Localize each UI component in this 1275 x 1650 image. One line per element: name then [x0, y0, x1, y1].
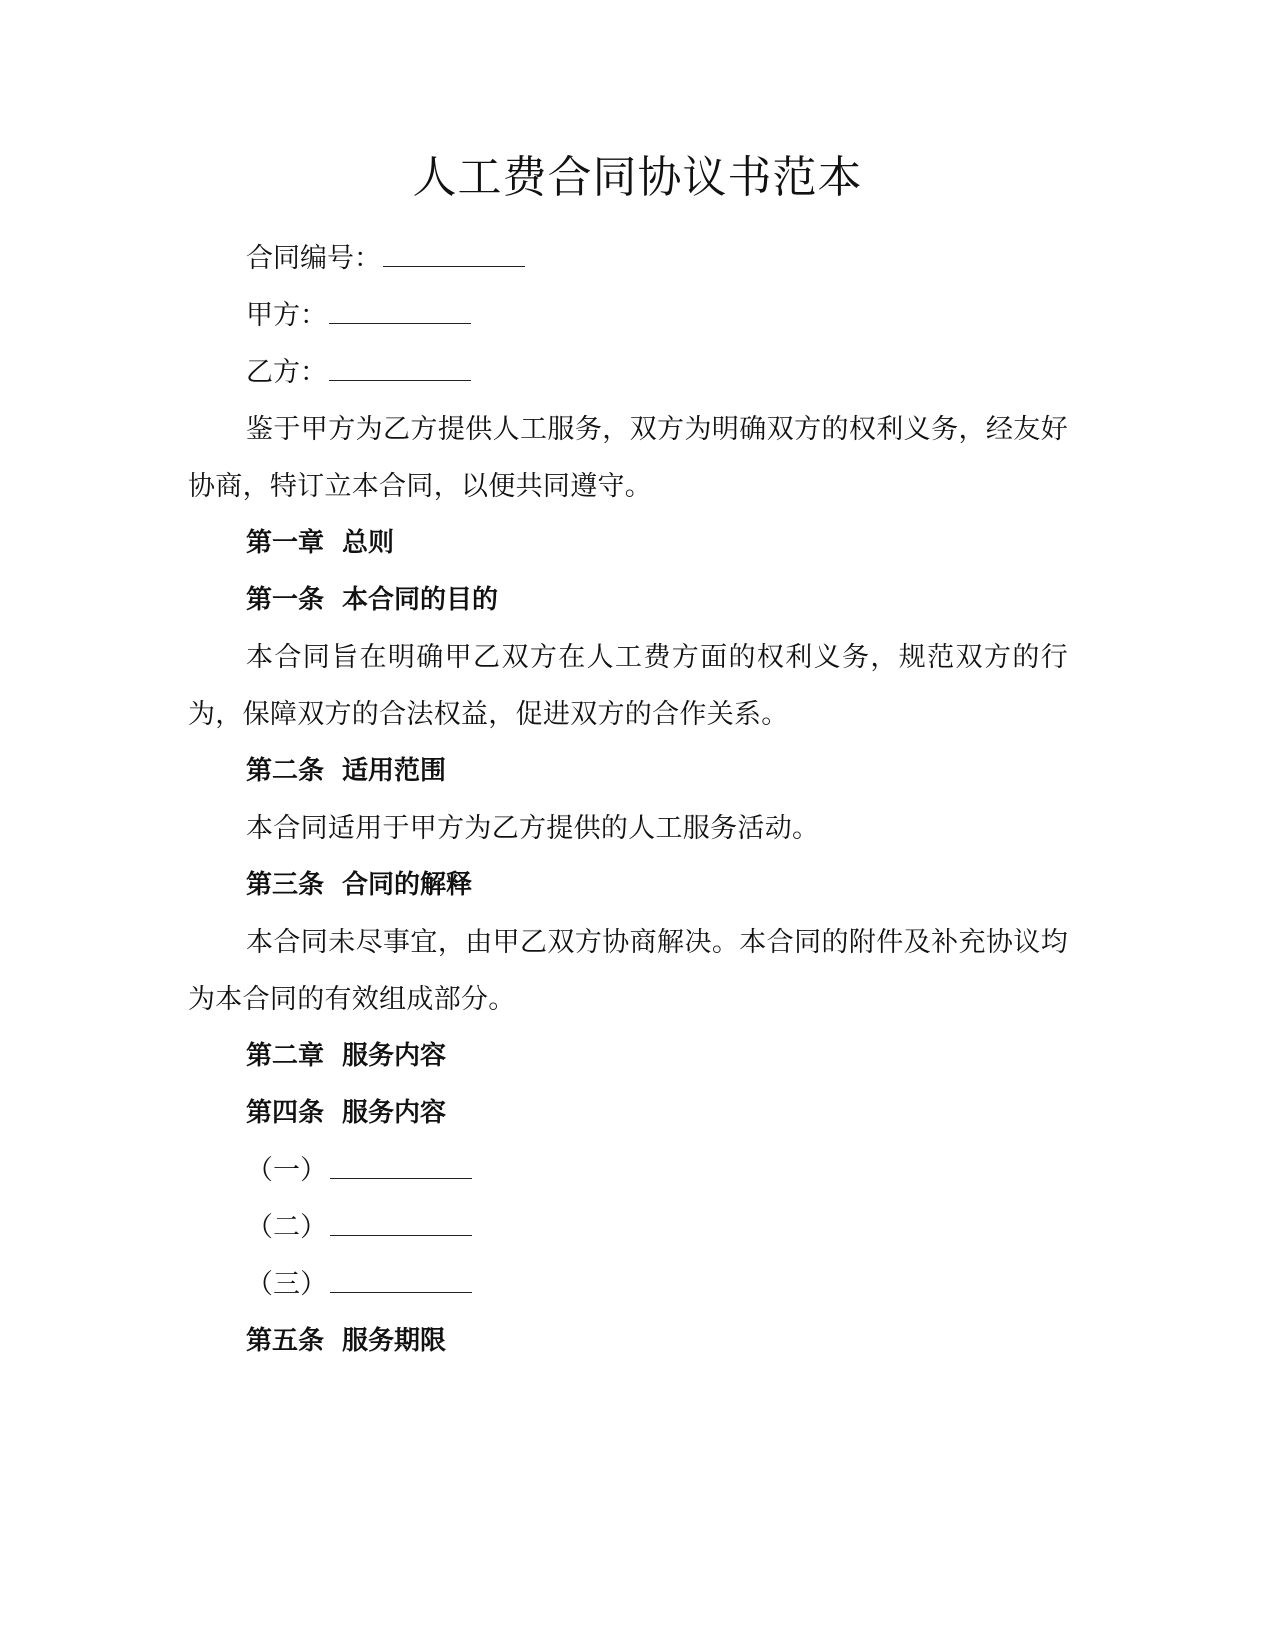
party-b-label: 乙方：	[246, 357, 327, 388]
article-2-number: 第二条	[246, 756, 325, 786]
party-a-label: 甲方：	[246, 300, 327, 331]
article-2-body: 本合同适用于甲方为乙方提供的人工服务活动。	[246, 813, 820, 844]
party-a-field	[188, 287, 1068, 344]
article-3-title: 合同的解释	[342, 870, 473, 900]
service-item-2-label: （二）	[246, 1212, 327, 1243]
article-2-title: 适用范围	[342, 756, 447, 786]
article-3-heading	[188, 857, 1068, 914]
article-5-number: 第五条	[246, 1326, 325, 1356]
chapter-1-heading	[188, 515, 1068, 572]
article-4-heading	[188, 1085, 1068, 1142]
article-1-number: 第一条	[246, 585, 325, 615]
article-4-title: 服务内容	[342, 1098, 447, 1128]
article-3-number: 第三条	[246, 870, 325, 900]
contract-number-blank	[383, 246, 525, 267]
article-3-body: 本合同未尽事宜，由甲乙双方协商解决。本合同的附件及补充协议均为本合同的有效组成部分。	[188, 927, 1068, 1015]
article-5-title: 服务期限	[342, 1326, 447, 1356]
party-b-field	[188, 344, 1068, 401]
document-title: 人工费合同协议书范本	[412, 152, 863, 203]
chapter-2-title: 服务内容	[342, 1041, 447, 1071]
service-item-3	[188, 1256, 1068, 1313]
article-5-heading	[188, 1313, 1068, 1370]
article-2-heading	[188, 743, 1068, 800]
document-body	[188, 230, 1068, 1370]
service-item-1-label: （一）	[246, 1155, 327, 1186]
service-item-3-label: （三）	[246, 1269, 327, 1300]
chapter-2-number: 第二章	[246, 1041, 325, 1071]
service-item-1-blank	[330, 1158, 472, 1179]
intro-paragraph: 鉴于甲方为乙方提供人工服务，双方为明确双方的权利义务，经友好协商，特订立本合同，以便共同遵守。	[188, 414, 1068, 502]
article-1-heading	[188, 572, 1068, 629]
chapter-1-title: 总则	[342, 528, 395, 558]
party-a-blank	[329, 303, 471, 324]
chapter-1-number: 第一章	[246, 528, 325, 558]
article-1-title: 本合同的目的	[342, 585, 499, 615]
contract-number-field	[188, 230, 1068, 287]
article-4-number: 第四条	[246, 1098, 325, 1128]
service-item-2-blank	[330, 1215, 472, 1236]
service-item-2	[188, 1199, 1068, 1256]
party-b-blank	[329, 360, 471, 381]
service-item-1	[188, 1142, 1068, 1199]
contract-number-label: 合同编号：	[246, 243, 381, 274]
service-item-3-blank	[330, 1272, 472, 1293]
article-1-body: 本合同旨在明确甲乙双方在人工费方面的权利义务，规范双方的行为，保障双方的合法权益，促进双方的合作关系。	[188, 642, 1068, 730]
chapter-2-heading	[188, 1028, 1068, 1085]
